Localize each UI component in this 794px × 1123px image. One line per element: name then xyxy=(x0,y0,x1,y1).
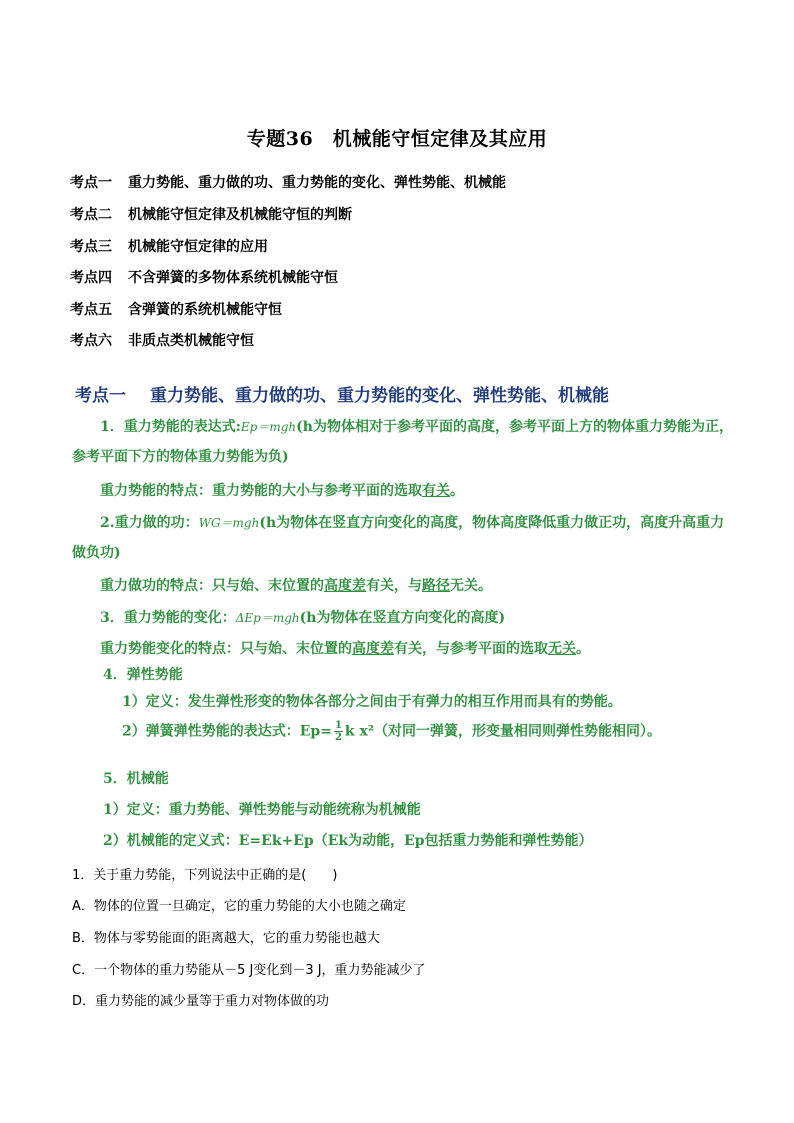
page-title: 专题36 机械能守恒定律及其应用 xyxy=(246,128,548,150)
feature-text: 重力做功的特点：只与始、末位置的 xyxy=(100,578,324,594)
point-2-continuation: 做负功) xyxy=(72,545,121,561)
underlined-term: 高度差 xyxy=(324,578,366,594)
toc-item xyxy=(70,236,268,256)
toc-item xyxy=(70,299,282,319)
question-option: C．一个物体的重力势能从－5 J变化到－3 J，重力势能减少了 xyxy=(72,963,426,978)
point-text: (h为物体相对于参考平面的高度，参考平面上方的物体重力势能为正， xyxy=(296,419,733,435)
fraction-numerator: 1 xyxy=(334,720,342,731)
formula: Ep＝mgh xyxy=(240,420,297,434)
section-label: 考点一 xyxy=(75,386,126,406)
point-4-definition: 1）定义：发生弹性形变的物体各部分之间由于有弹力的相互作用而具有的势能。 xyxy=(122,694,622,710)
formula: ΔEp＝mgh xyxy=(235,611,300,625)
toc-text: 不含弹簧的多物体系统机械能守恒 xyxy=(128,270,338,286)
toc-text: 含弹簧的系统机械能守恒 xyxy=(128,302,282,318)
point-4-heading: 4．弹性势能 xyxy=(103,667,183,683)
toc-label: 考点五 xyxy=(70,302,112,318)
feature-text-end: 。 xyxy=(450,483,464,499)
point-5-definition: 1）定义：重力势能、弹性势能与动能统称为机械能 xyxy=(103,802,421,818)
point-text: (h为物体在竖直方向变化的高度) xyxy=(299,610,506,626)
toc-item xyxy=(70,330,254,350)
point-4-expression xyxy=(122,720,661,743)
underlined-term: 有关 xyxy=(422,483,450,499)
feature-text: 无关。 xyxy=(450,578,492,594)
question-option: D．重力势能的减少量等于重力对物体做的功 xyxy=(72,994,330,1009)
toc-label: 考点四 xyxy=(70,270,112,286)
formula: WG＝mgh xyxy=(198,516,260,530)
toc-label: 考点六 xyxy=(70,333,112,349)
section-title: 重力势能、重力做的功、重力势能的变化、弹性势能、机械能 xyxy=(150,386,609,406)
expression-text: 2）弹簧弹性势能的表达式：Ep= xyxy=(122,723,332,740)
feature-text: 重力势能的特点：重力势能的大小与参考平面的选取 xyxy=(100,483,422,499)
question-stem: 1．关于重力势能，下列说法中正确的是( ) xyxy=(72,868,338,883)
feature-text: 有关，与 xyxy=(366,578,422,594)
underlined-term: 高度差 xyxy=(352,641,394,657)
point-3-feature xyxy=(100,638,590,658)
point-3-expression xyxy=(100,607,505,627)
question-option: B．物体与零势能面的距离越大，它的重力势能也越大 xyxy=(72,931,380,946)
section-heading xyxy=(75,381,609,406)
point-5-expression: 2）机械能的定义式：E=Ek+Ep（Ek为动能，Ep包括重力势能和弹性势能） xyxy=(103,833,593,849)
expression-text: k x²（对同一弹簧，形变量相同则弹性势能相同）。 xyxy=(344,723,661,740)
toc-label: 考点三 xyxy=(70,239,112,255)
point-text: (h为物体在竖直方向变化的高度，物体高度降低重力做正功，高度升高重力 xyxy=(259,515,725,531)
toc-text: 机械能守恒定律及机械能守恒的判断 xyxy=(128,207,352,223)
point-1-expression xyxy=(100,416,733,436)
feature-text: 。 xyxy=(576,641,590,657)
point-number: 2.重力做的功： xyxy=(100,515,199,531)
point-1-continuation: 参考平面下方的物体重力势能为负) xyxy=(72,449,289,465)
fraction-denominator: 2 xyxy=(334,732,342,743)
fraction xyxy=(334,720,343,743)
underlined-term: 无关 xyxy=(548,641,576,657)
point-5-heading: 5．机械能 xyxy=(103,771,169,787)
toc-label: 考点二 xyxy=(70,207,112,223)
toc-text: 重力势能、重力做的功、重力势能的变化、弹性势能、机械能 xyxy=(128,175,506,191)
question-option: A．物体的位置一旦确定，它的重力势能的大小也随之确定 xyxy=(72,899,406,914)
toc-item xyxy=(70,267,338,287)
point-2-feature xyxy=(100,575,492,595)
point-number: 3．重力势能的变化： xyxy=(100,610,236,626)
toc-item xyxy=(70,204,352,224)
toc-item xyxy=(70,172,506,192)
point-2-expression xyxy=(100,512,724,532)
feature-text: 有关，与参考平面的选取 xyxy=(394,641,548,657)
toc-label: 考点一 xyxy=(70,175,112,191)
point-number: 1．重力势能的表达式: xyxy=(100,419,241,435)
toc-text: 非质点类机械能守恒 xyxy=(128,333,254,349)
underlined-term: 路径 xyxy=(422,578,450,594)
point-1-feature xyxy=(100,480,464,500)
toc-text: 机械能守恒定律的应用 xyxy=(128,239,268,255)
feature-text: 重力势能变化的特点：只与始、末位置的 xyxy=(100,641,352,657)
